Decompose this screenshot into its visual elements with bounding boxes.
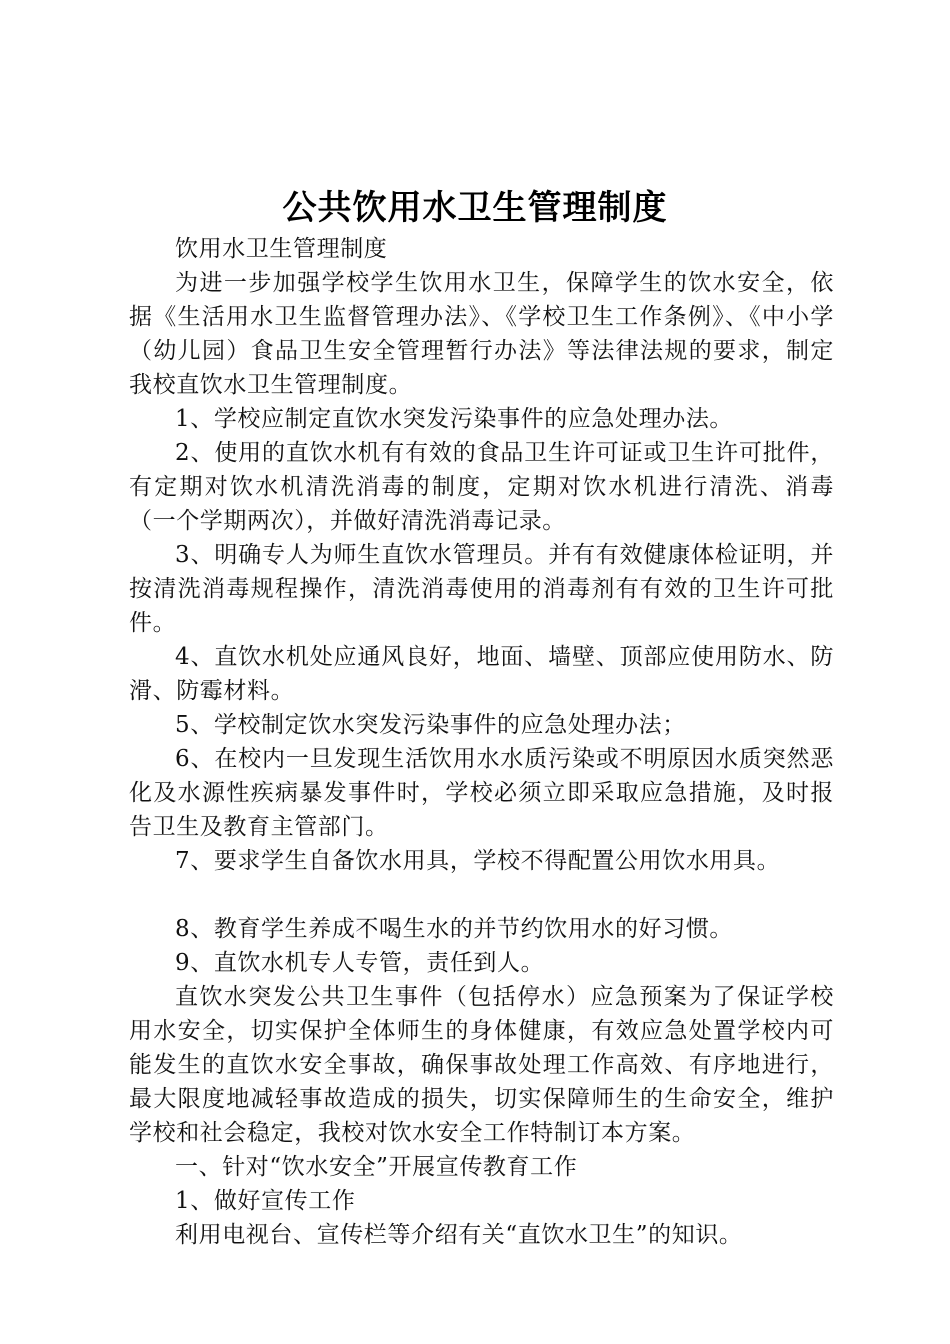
document-title: 公共饮用水卫生管理制度 bbox=[282, 188, 668, 228]
paragraph-item-5: 5、学校制定饮水突发污染事件的应急处理办法； bbox=[175, 712, 686, 738]
paragraph-item-4: 4、直饮水机处应通风良好，地面、墙壁、顶部应使用防水、防滑、防霉材料。 bbox=[129, 644, 834, 704]
paragraph-item-3: 3、明确专人为师生直饮水管理员。并有有效健康体检证明，并按清洗消毒规程操作，清洗消毒使用的消毒剂有有效的卫生许可批件。 bbox=[129, 542, 834, 636]
paragraph-item-9: 9、直饮水机专人专管，责任到人。 bbox=[175, 950, 545, 976]
paragraph-item-2: 2、使用的直饮水机有有效的食品卫生许可证或卫生许可批件，有定期对饮水机清洗消毒的制度，定期对饮水机进行清洗、消毒（一个学期两次），并做好清洗消毒记录。 bbox=[129, 440, 834, 534]
paragraph-subtitle: 饮用水卫生管理制度 bbox=[175, 236, 388, 262]
paragraph-publicity: 利用电视台、宣传栏等介绍有关“直饮水卫生”的知识。 bbox=[175, 1222, 743, 1248]
paragraph-item-6: 6、在校内一旦发现生活饮用水水质污染或不明原因水质突然恶化及水源性疾病暴发事件时，学校必须立即采取应急措施，及时报告卫生及教育主管部门。 bbox=[129, 746, 834, 840]
section-heading-1: 一、针对“饮水安全”开展宣传教育工作 bbox=[175, 1154, 578, 1180]
document-body bbox=[129, 232, 834, 1252]
paragraph-item-8: 8、教育学生养成不喝生水的并节约饮用水的好习惯。 bbox=[175, 916, 734, 942]
paragraph-item-1: 1、学校应制定直饮水突发污染事件的应急处理办法。 bbox=[175, 406, 734, 432]
paragraph-intro: 为进一步加强学校学生饮用水卫生，保障学生的饮水安全，依据《生活用水卫生监督管理办法》、《学校卫生工作条例》、《中小学（幼儿园）食品卫生安全管理暂行办法》等法律法规的要求，制定我校直饮水卫生管理制度。 bbox=[129, 270, 834, 398]
paragraph-emergency-plan: 直饮水突发公共卫生事件（包括停水）应急预案为了保证学校用水安全，切实保护全体师生的身体健康，有效应急处置学校内可能发生的直饮水安全事故，确保事故处理工作高效、有序地进行，最大限度地减轻事故造成的损失，切实保障师生的生命安全，维护学校和社会稳定，我校对饮水安全工作特制订本方案。 bbox=[129, 984, 834, 1146]
subsection-heading-1: 1、做好宣传工作 bbox=[175, 1188, 356, 1214]
paragraph-item-7: 7、要求学生自备饮水用具，学校不得配置公用饮水用具。 bbox=[175, 848, 781, 874]
